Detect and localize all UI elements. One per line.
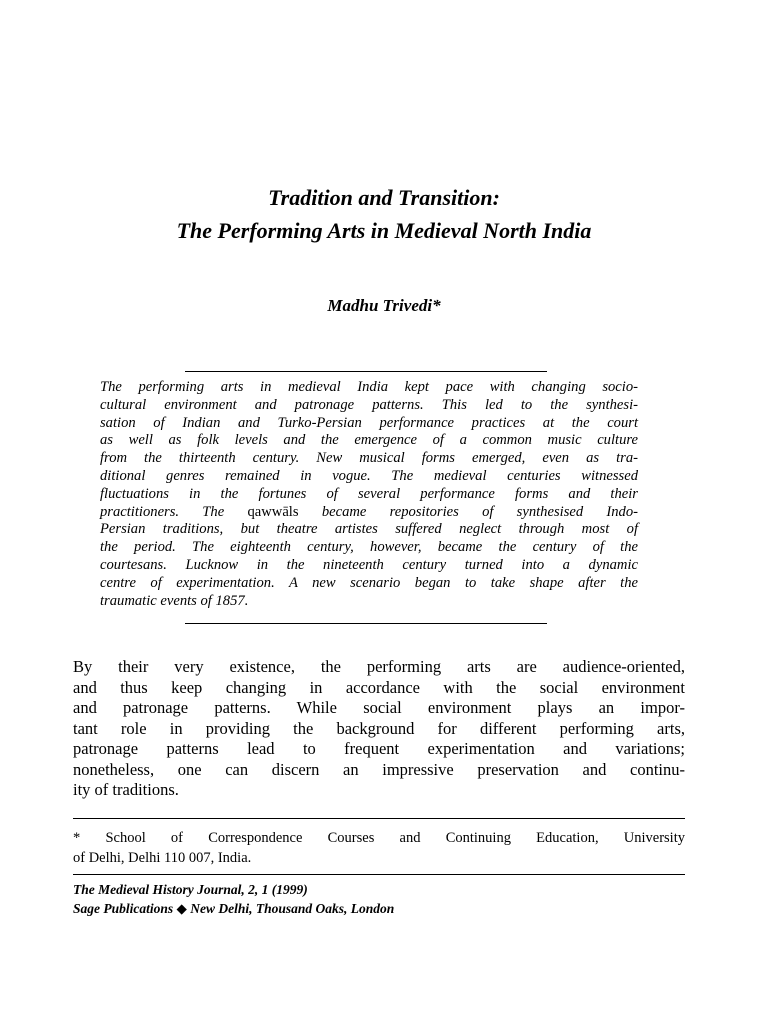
- journal-info: [73, 880, 685, 918]
- abstract-top-rule: [185, 371, 547, 372]
- publisher-locations: New Delhi, Thousand Oaks, London: [190, 901, 395, 916]
- diamond-separator-icon: ◆: [176, 901, 187, 916]
- body-line: and thus keep changing in accordance with the social environment: [73, 677, 685, 697]
- abstract-line: from the thirteenth century. New musical forms emerged, even as tra-: [100, 450, 638, 467]
- article-author: Madhu Trivedi*: [327, 296, 441, 315]
- journal-publisher-line: [73, 899, 685, 918]
- abstract-line: as well as folk levels and the emergence of a common music culture: [100, 432, 638, 449]
- journal-citation: The Medieval History Journal, 2, 1 (1999): [73, 882, 308, 897]
- abstract-line: traumatic events of 1857.: [100, 592, 249, 609]
- body-line: ity of traditions.: [73, 780, 179, 799]
- publisher-name: Sage Publications: [73, 901, 174, 916]
- article-title-line-1: Tradition and Transition:: [268, 185, 500, 210]
- abstract-line: Persian traditions, but theatre artistes suffered neglect through most of: [100, 521, 638, 538]
- footnote-rule: [73, 818, 685, 819]
- article-title-line-2: The Performing Arts in Medieval North India: [176, 218, 592, 243]
- body-line: nonetheless, one can discern an impressive preservation and continu-: [73, 759, 685, 779]
- abstract: [100, 379, 638, 610]
- abstract-line-qawwals: [100, 504, 638, 522]
- abstract-line: The performing arts in medieval India kept pace with changing socio-: [100, 379, 638, 395]
- abstract-line: the period. The eighteenth century, however, became the century of the: [100, 539, 638, 556]
- author-footnote: [73, 828, 685, 868]
- body-line: and patronage patterns. While social environment plays an impor-: [73, 698, 685, 717]
- abstract-line: fluctuations in the fortunes of several performance forms and their: [100, 485, 638, 502]
- abstract-line: cultural environment and patronage patterns. This led to the synthesi-: [100, 396, 638, 413]
- abstract-line: sation of Indian and Turko-Persian performance practices at the court: [100, 414, 638, 431]
- abstract-line: ditional genres remained in vogue. The medieval centuries witnessed: [100, 467, 638, 484]
- footnote-line-1: * School of Correspondence Courses and Continuing Education, University: [73, 830, 685, 846]
- abstract-line: courtesans. Lucknow in the nineteenth century turned into a dynamic: [100, 556, 638, 573]
- body-line: By their very existence, the performing arts are audience-oriented,: [73, 657, 685, 676]
- body-paragraph: [73, 657, 685, 801]
- qawwals-term: qawwāls: [247, 503, 299, 520]
- abstract-line: centre of experimentation. A new scenario began to take shape after the: [100, 574, 638, 591]
- journal-rule: [73, 874, 685, 875]
- footnote-line-2: of Delhi, Delhi 110 007, India.: [73, 850, 252, 866]
- body-line: patronage patterns lead to frequent experimentation and variations;: [73, 739, 685, 758]
- abstract-line-end: became repositories of synthesised Indo-: [321, 503, 639, 520]
- body-line: tant role in providing the background for different performing arts,: [73, 718, 685, 738]
- abstract-line-start: practitioners. The: [100, 503, 225, 520]
- abstract-bottom-rule: [185, 623, 547, 624]
